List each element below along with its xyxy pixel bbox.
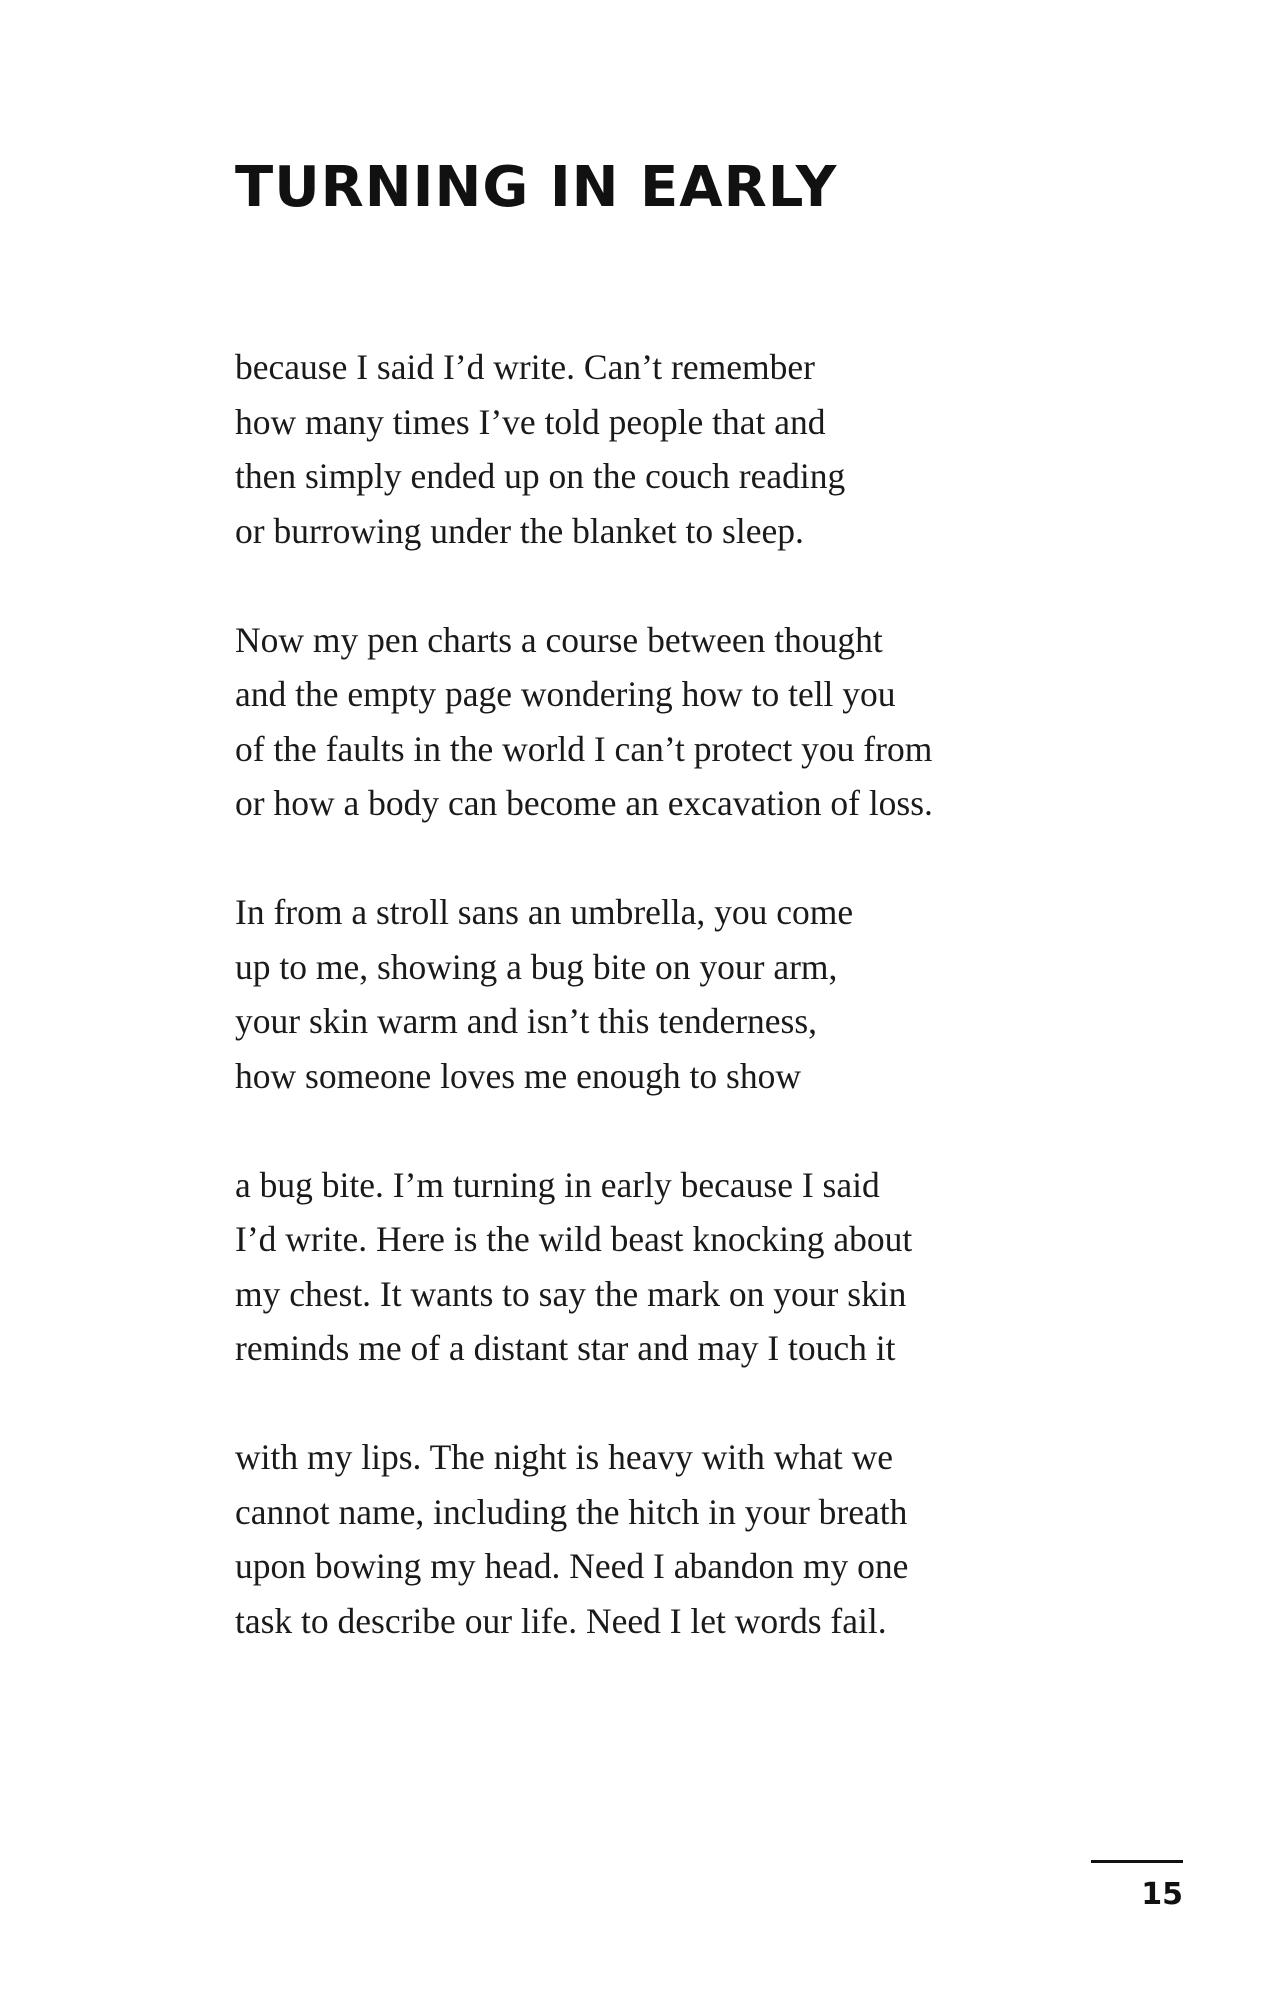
stanza-4 — [235, 1158, 1135, 1376]
poem-line: I’d write. Here is the wild beast knocking about — [235, 1219, 913, 1259]
poem-line: Now my pen charts a course between thought — [235, 619, 883, 660]
poem-line: how many times I’ve told people that and — [235, 401, 826, 442]
stanza-2 — [235, 613, 1135, 831]
poem-line: and the empty page wondering how to tell you — [235, 674, 896, 714]
poem-line: reminds me of a distant star and may I touch it — [235, 1328, 896, 1368]
poem-line: a bug bite. I’m turning in early because I said — [235, 1164, 880, 1205]
page-number-rule — [1091, 1860, 1183, 1863]
page-number: 15 — [1141, 1877, 1183, 1912]
poem-line: or burrowing under the blanket to sleep. — [235, 510, 804, 551]
poem-line: of the faults in the world I can’t protect you from — [235, 728, 933, 769]
poem-line: my chest. It wants to say the mark on your skin — [235, 1273, 907, 1314]
poem-line: or how a body can become an excavation of loss. — [235, 783, 933, 823]
poem-line: how someone loves me enough to show — [235, 1055, 801, 1096]
page-title: TURNING IN EARLY — [235, 155, 838, 220]
poem-line: then simply ended up on the couch reading — [235, 456, 846, 496]
poem-line: upon bowing my head. Need I abandon my one — [235, 1546, 909, 1586]
poem-line: cannot name, including the hitch in your breath — [235, 1491, 908, 1532]
stanza-3 — [235, 885, 1135, 1103]
poem-body — [235, 340, 1135, 1703]
poem-line: with my lips. The night is heavy with what we — [235, 1437, 893, 1477]
poem-line: In from a stroll sans an umbrella, you come — [235, 892, 854, 932]
poem-line: up to me, showing a bug bite on your arm, — [235, 946, 838, 987]
poem-line: task to describe our life. Need I let words fail. — [235, 1600, 887, 1641]
poem-line: your skin warm and isn’t this tenderness, — [235, 1001, 818, 1041]
stanza-5 — [235, 1430, 1135, 1648]
poem-line: because I said I’d write. Can’t remember — [235, 347, 815, 387]
stanza-1 — [235, 340, 1135, 558]
